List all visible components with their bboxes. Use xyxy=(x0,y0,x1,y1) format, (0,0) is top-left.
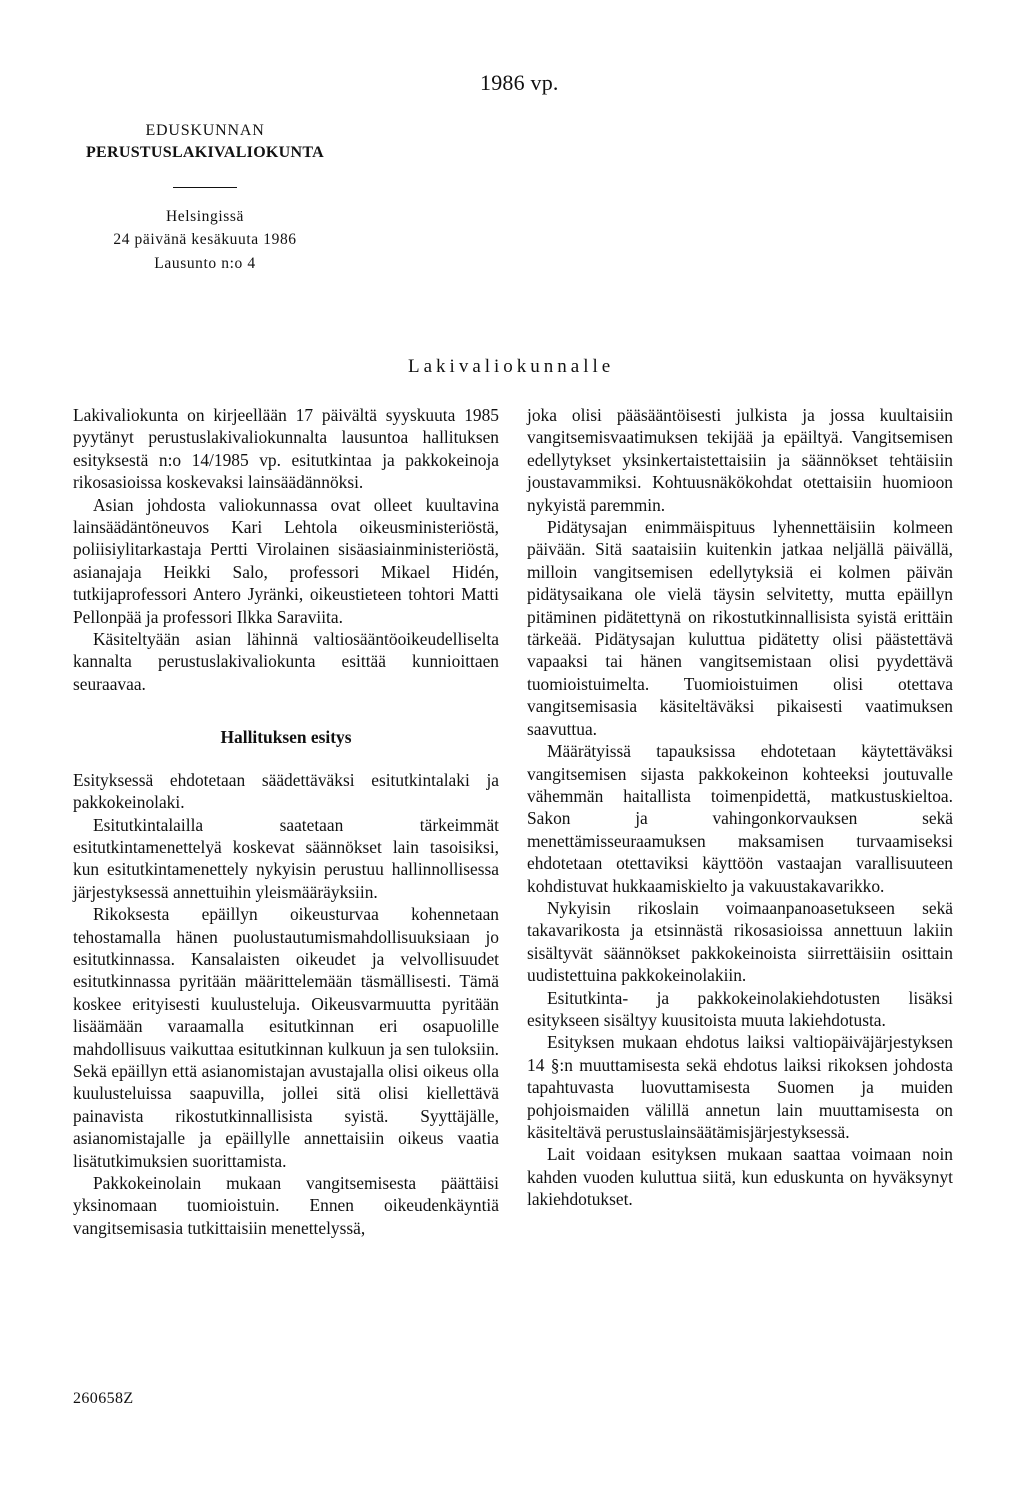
body-paragraph: Esitutkintalailla saatetaan tärkeimmät esitutkintamenettelyä koskevat säännökset lain tasoisiksi, kun esitutkintamenettely nykyisin perustuu hallinnollisessa järjestyksessä annettuihin yleismääräyksiin. xyxy=(73,814,499,902)
committee-name: PERUSTUSLAKIVALIOKUNTA xyxy=(85,144,325,161)
body-paragraph: Lakivaliokunta on kirjeellään 17 päivältä syyskuuta 1985 pyytänyt perustuslakivaliokunnalta lausuntoa hallituksen esityksestä n:o 14/1985 vp. esitutkintaa ja pakkokeinoja rikosasioissa koskevaksi lainsäädännöksi. xyxy=(73,405,499,493)
body-paragraph: Määrätyissä tapauksissa ehdotetaan käytettäväksi vangitsemisen sijasta pakkokeinon kohteeksi joutuvalle vähemmän haitallista toimenpidettä, matkustuskieltoa. Sakon ja vahingonkorvauksen sekä menettämisseuraamuksen maksamisen turvaamiseksi ehdotetaan otettaviksi käyttöön vastaajan varallisuuteen kohdistuvat hukkaamiskielto ja vakuustakavarikko. xyxy=(527,741,953,896)
body-paragraph: Asian johdosta valiokunnassa ovat olleet kuultavina lainsäädäntöneuvos Kari Lehtola oikeusministeriöstä, poliisiylitarkastaja Pertti Virolainen sisäasiainministeriöstä, asianajaja Heikki Salo, professori Mikael Hidén, tutkijaprofessori Antero Jyränki, oikeustieteen tohtori Matti Pellonpää ja professori Ilkka Saraviita. xyxy=(73,494,499,627)
section-heading: Hallituksen esitys xyxy=(220,727,352,748)
parliament-name: EDUSKUNNAN xyxy=(145,122,265,139)
body-paragraph: Esityksen mukaan ehdotus laiksi valtiopäiväjärjestyksen 14 §:n muuttamisesta sekä ehdotus laiksi rikoksen johdosta tapahtuvasta luovuttamisesta Suomen ja muiden pohjoismaiden välillä annetun lain muuttamisesta on käsiteltävä perustuslainsäätämisjärjestyksessä. xyxy=(527,1032,953,1142)
session-year: 1986 vp. xyxy=(480,70,559,95)
header-divider xyxy=(173,187,237,188)
left-column xyxy=(73,404,499,1239)
body-paragraph: Esitutkinta- ja pakkokeinolakiehdotusten lisäksi esitykseen sisältyy kuusitoista muuta lakiehdotusta. xyxy=(527,987,953,1030)
place: Helsingissä xyxy=(165,208,245,225)
document-code: 260658Z xyxy=(73,1390,134,1407)
statement-date: 24 päivänä kesäkuuta 1986 xyxy=(113,231,297,248)
body-paragraph: Rikoksesta epäillyn oikeusturvaa kohennetaan tehostamalla hänen puolustautumismahdollisuuksiaan jo esitutkinnassa. Kansalaisten oikeudet ja velvollisuudet esitutkinnassa pyritään määrittelemään täsmällisesti. Tämä koskee erityisesti kuulusteluja. Oikeusvarmuutta pyritään lisäämään varaamalla esitutkinnan eri osapuolille mahdollisuus vaikuttaa esitutkinnan kulkuun ja sen tuloksiin. Sekä epäillyn että asianomistajan avustajalla olisi oikeus olla kuulusteluissa saapuvilla, jollei sitä olisi kiellettävä painavista rikostutkinnallisista syistä. Syyttäjälle, asianomistajalle ja epäillylle annettaisiin oikeus vaatia lisätutkimuksien suorittamista. xyxy=(73,904,499,1171)
addressee: Lakivaliokunnalle xyxy=(408,356,615,377)
body-paragraph: Käsiteltyään asian lähinnä valtiosääntöoikeudelliselta kannalta perustuslakivaliokunta esittää kunnioittaen seuraavaa. xyxy=(73,629,499,694)
body-paragraph: Lait voidaan esityksen mukaan saattaa voimaan noin kahden vuoden kuluttua siitä, kun eduskunta on hyväksynyt lakiehdotukset. xyxy=(527,1144,953,1210)
right-column xyxy=(527,404,953,1211)
body-paragraph: Esityksessä ehdotetaan säädettäväksi esitutkintalaki ja pakkokeinolaki. xyxy=(73,769,499,813)
body-paragraph: Pakkokeinolain mukaan vangitsemisesta päättäisi yksinomaan tuomioistuin. Ennen oikeudenkäyntiä vangitsemisasia tutkittaisiin menettelyssä, xyxy=(73,1173,499,1238)
body-paragraph: joka olisi pääsääntöisesti julkista ja jossa kuultaisiin vangitsemisvaatimuksen tekijää ja epäiltyä. Vangitsemisen edellytykset yksinkertaistettaisiin ja säännökset tehtäisiin joustavammiksi. Kohtuusnäkökohdat otettaisiin huomioon nykyistä paremmin. xyxy=(527,405,953,515)
statement-number: Lausunto n:o 4 xyxy=(154,255,256,272)
body-paragraph: Nykyisin rikoslain voimaanpanoasetukseen sekä takavarikosta ja etsinnästä rikosasioissa annettuun lakiin sisältyvät säännökset pakkokeinoista siirrettäisiin osittain uudistettuina pakkokeinolakiin. xyxy=(527,897,953,986)
committee-header xyxy=(50,122,360,276)
body-paragraph: Pidätysajan enimmäispituus lyhennettäisiin kolmeen päivään. Sitä saataisiin kuitenkin jatkaa neljällä päivällä, milloin vangitsemisen edellytyksiä ei kolmen päivän pidätysaikana ole vielä täysin selvitetty, mutta epäillyn pitäminen pidätettynä on rikostutkinnallisista syistä erittäin tärkeää. Pidätysajan kuluttua pidätetty olisi päästettävä vapaaksi tai hänen vangitsemistaan olisi pyydettävä tuomioistuimelta. Tuomioistuimen olisi otettava vangitsemisasia käsiteltäväksi pikaisesti vaatimuksen saavuttua. xyxy=(527,517,953,739)
